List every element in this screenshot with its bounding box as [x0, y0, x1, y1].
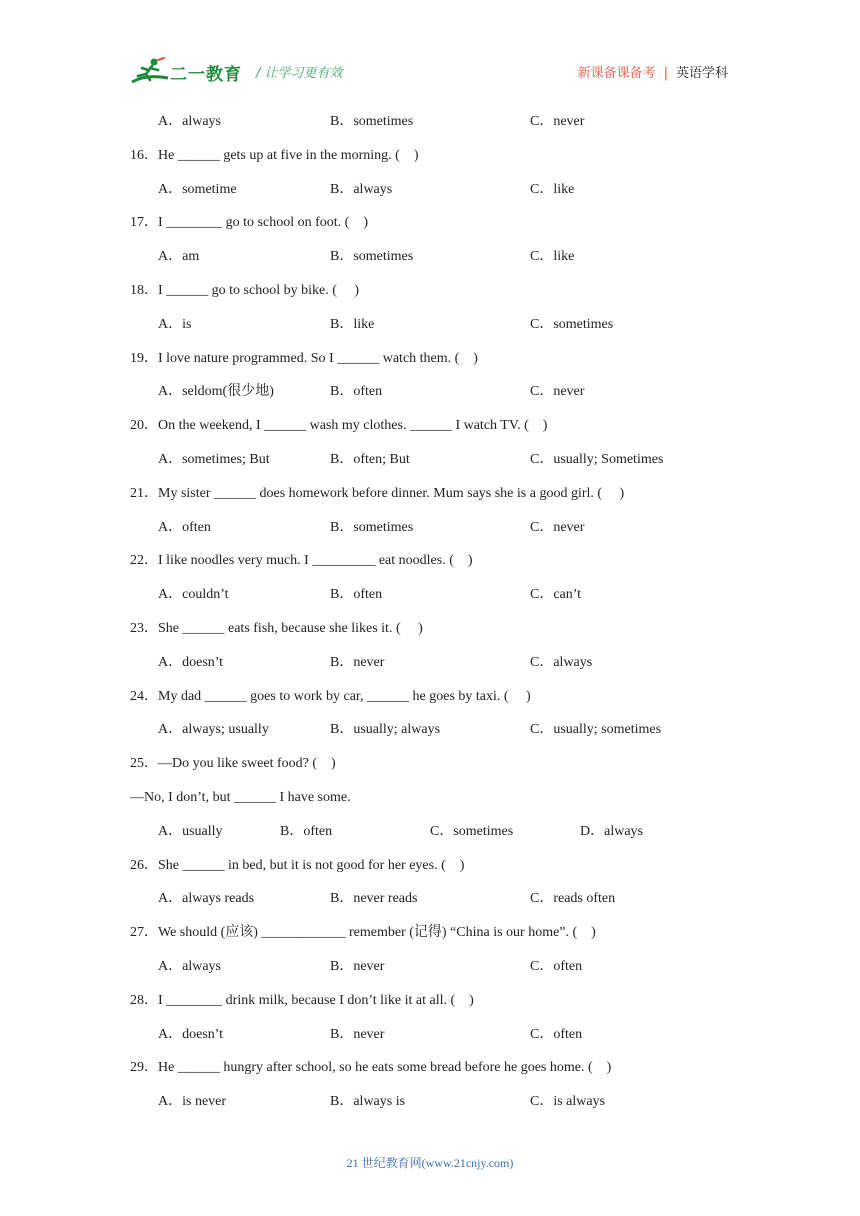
answer-option-b[interactable]: B．sometimes	[330, 114, 414, 129]
answer-option-c[interactable]: C．never	[530, 384, 585, 399]
answer-option-c[interactable]: C．always	[530, 655, 593, 670]
answer-option-b[interactable]: B．always is	[330, 1094, 406, 1109]
answer-option-c[interactable]: C．never	[530, 520, 585, 535]
question-text: 29．He ______ hungry after school, so he eats some bread before he goes home. ( )	[130, 1060, 612, 1075]
answer-option-a[interactable]: A．always	[158, 959, 221, 974]
answer-option-a[interactable]: A．always; usually	[158, 722, 269, 737]
question-text: 28．I ________ drink milk, because I don’t like it at all. ( )	[130, 993, 474, 1008]
answer-option-b[interactable]: B．sometimes	[330, 520, 414, 535]
brand-logo[interactable]	[128, 56, 242, 88]
question-text: 23．She ______ eats fish, because she likes it. ( )	[130, 621, 423, 636]
answer-option-c[interactable]: C．like	[530, 249, 575, 264]
answer-option-a[interactable]: A．usually	[158, 824, 223, 839]
question-text: 16．He ______ gets up at five in the morning. ( )	[130, 148, 419, 163]
answer-option-a[interactable]: A．sometime	[158, 182, 237, 197]
answer-option-a[interactable]: A．always	[158, 114, 221, 129]
answer-option-a[interactable]: A．sometimes; But	[158, 452, 270, 467]
answer-option-c[interactable]: C．is always	[530, 1094, 606, 1109]
page-header	[128, 54, 728, 90]
question-text: 20．On the weekend, I ______ wash my clothes. ______ I watch TV. ( )	[130, 418, 548, 433]
answer-option-b[interactable]: B．usually; always	[330, 722, 441, 737]
question-text: 26．She ______ in bed, but it is not good for her eyes. ( )	[130, 858, 465, 873]
answer-option-c[interactable]: C．sometimes	[430, 824, 514, 839]
subject-label: 英语学科	[675, 66, 728, 81]
answer-option-b[interactable]: B．often; But	[330, 452, 410, 467]
answer-option-a[interactable]: A．couldn’t	[158, 587, 229, 602]
answer-option-c[interactable]: C．usually; Sometimes	[530, 452, 664, 467]
answer-option-b[interactable]: B．never reads	[330, 891, 418, 906]
question-text: 21．My sister ______ does homework before dinner. Mum says she is a good girl. ( )	[130, 486, 625, 501]
answer-option-a[interactable]: A．doesn’t	[158, 1027, 224, 1042]
answer-option-c[interactable]: C．often	[530, 959, 583, 974]
question-text: 17．I ________ go to school on foot. ( )	[130, 215, 368, 230]
answer-option-a[interactable]: A．is	[158, 317, 192, 332]
answer-option-b[interactable]: B．never	[330, 655, 385, 670]
answer-option-a[interactable]: A．seldom(很少地)	[158, 384, 274, 399]
answer-option-b[interactable]: B．never	[330, 1027, 385, 1042]
answer-option-a[interactable]: A．am	[158, 249, 200, 264]
answer-option-b[interactable]: B．never	[330, 959, 385, 974]
answer-option-d[interactable]: D．always	[580, 824, 643, 839]
answer-option-a[interactable]: A．doesn’t	[158, 655, 224, 670]
answer-option-b[interactable]: B．often	[280, 824, 333, 839]
slogan: / 让学习更有效	[256, 66, 343, 81]
question-text: 19．I love nature programmed. So I ______ watch them. ( )	[130, 351, 478, 366]
answer-option-b[interactable]: B．often	[330, 587, 383, 602]
answer-option-c[interactable]: C．reads often	[530, 891, 616, 906]
question-text: 18．I ______ go to school by bike. ( )	[130, 283, 360, 298]
answer-option-c[interactable]: C．often	[530, 1027, 583, 1042]
answer-option-c[interactable]: C．never	[530, 114, 585, 129]
logo-text: 二一教育	[170, 64, 242, 85]
answer-option-b[interactable]: B．always	[330, 182, 393, 197]
footer-source[interactable]: 21 世纪教育网(www.21cnjy.com)	[346, 1156, 514, 1170]
answer-option-c[interactable]: C．can’t	[530, 587, 582, 602]
header-right	[578, 62, 728, 81]
answer-option-a[interactable]: A．often	[158, 520, 211, 535]
answer-option-b[interactable]: B．sometimes	[330, 249, 414, 264]
answer-option-b[interactable]: B．often	[330, 384, 383, 399]
answer-option-a[interactable]: A．is never	[158, 1094, 227, 1109]
answer-option-c[interactable]: C．like	[530, 182, 575, 197]
header-separator: |	[663, 66, 668, 81]
running-figure-icon	[128, 56, 174, 88]
dialogue-line: —No, I don’t, but ______ I have some.	[130, 790, 351, 805]
answer-option-c[interactable]: C．usually; sometimes	[530, 722, 662, 737]
question-text: 22．I like noodles very much. I _________ eat noodles. ( )	[130, 553, 473, 568]
answer-option-a[interactable]: A．always reads	[158, 891, 255, 906]
question-text: 25．—Do you like sweet food? ( )	[130, 756, 336, 771]
answer-option-c[interactable]: C．sometimes	[530, 317, 614, 332]
question-text: 24．My dad ______ goes to work by car, ______ he goes by taxi. ( )	[130, 689, 531, 704]
course-label: 新课备课备考	[577, 66, 656, 81]
answer-option-b[interactable]: B．like	[330, 317, 375, 332]
question-text: 27．We should (应该) ____________ remember (记得) “China is our home”. ( )	[130, 925, 596, 940]
